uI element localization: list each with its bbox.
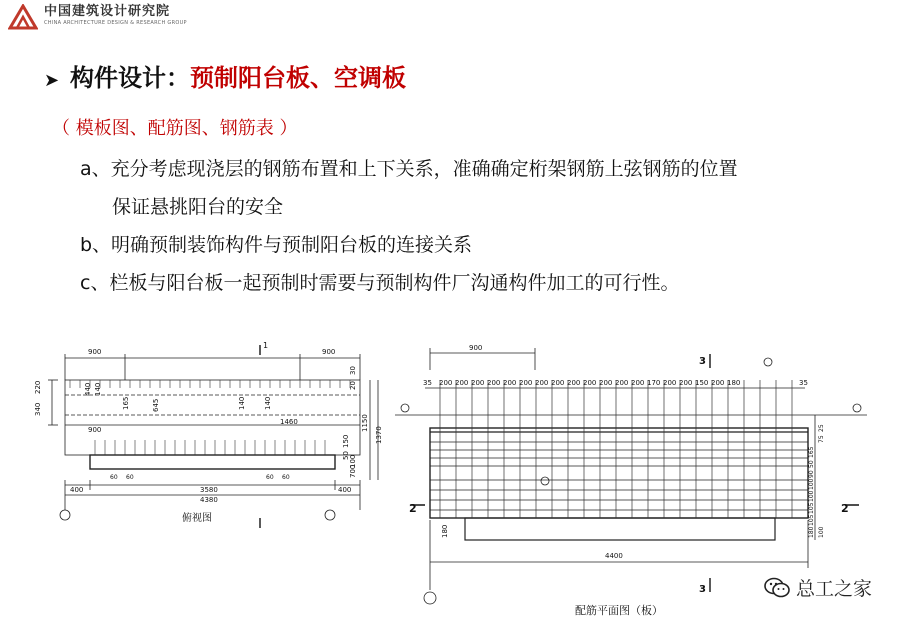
section-3-top: 3 <box>699 356 706 367</box>
spacing-10: 200 <box>567 379 581 387</box>
right-top-dim: 900 <box>469 344 483 352</box>
point-c: c、栏板与阳台板一起预制时需要与预制构件厂沟通构件加工的可行性。 <box>80 272 680 294</box>
inner-dim-1460: 1460 <box>280 418 298 426</box>
spacing-5: 200 <box>487 379 501 387</box>
watermark-text: 总工之家 <box>795 578 872 600</box>
spacing-3: 200 <box>455 379 469 387</box>
inner-dim-900: 900 <box>88 426 102 434</box>
spacing-4: 200 <box>471 379 485 387</box>
left-dim-220: 220 <box>34 380 42 394</box>
title-highlight: 预制阳台板、空调板 <box>190 64 406 92</box>
spacing-2: 200 <box>439 379 453 387</box>
right-dim-1150: 1150 <box>361 414 369 432</box>
section-3-bottom: 3 <box>699 584 706 595</box>
inner-label-1: 440 <box>84 382 92 396</box>
spacing-20: 180 <box>727 379 741 387</box>
spacing-6: 200 <box>503 379 517 387</box>
side-dim-8: 105 <box>808 502 815 514</box>
logo-english-name: CHINA ARCHITECTURE DESIGN & RESEARCH GROUP <box>44 20 187 26</box>
inner-label-5: 140 <box>264 396 272 410</box>
side-dim-1: 25 <box>818 424 825 432</box>
bottom-dim-right: 400 <box>338 486 352 494</box>
left-dim-340: 340 <box>34 402 42 416</box>
bottom-dim-center: 3580 <box>200 486 218 494</box>
bottom-small-1: 60 <box>110 474 118 481</box>
bottom-small-4: 60 <box>282 474 290 481</box>
title-prefix: 构件设计： <box>70 64 190 92</box>
spacing-17: 200 <box>679 379 693 387</box>
right-dim-30: 30 <box>349 366 357 375</box>
section-2-left: 2 <box>409 502 417 515</box>
inner-label-3: 165 <box>122 396 130 410</box>
right-dim-150: 150 <box>342 434 350 448</box>
spacing-9: 200 <box>551 379 565 387</box>
spacing-21: 35 <box>799 379 808 387</box>
spacing-15: 170 <box>647 379 661 387</box>
side-dim-9: 105 <box>808 514 815 526</box>
spacing-8: 200 <box>535 379 549 387</box>
arrow-bullet-icon: ➤ <box>44 70 60 91</box>
point-a-line2: 保证悬挑阳台的安全 <box>112 196 284 218</box>
right-bottom-dim: 4400 <box>605 552 623 560</box>
inner-dim-645: 645 <box>152 398 160 412</box>
right-dim-700: 700 <box>349 464 357 478</box>
section-2-right: 2 <box>841 502 849 515</box>
side-dim-2: 75 <box>818 435 825 443</box>
reinforcement-plan-caption: 配筋平面图（板） <box>575 604 663 617</box>
side-dim-6: 100 <box>808 478 815 490</box>
side-dim-11: 100 <box>818 526 825 538</box>
bottom-small-2: 60 <box>126 474 134 481</box>
company-logo <box>8 4 187 30</box>
bottom-dim-left: 400 <box>70 486 84 494</box>
side-dim-5: 90 <box>808 470 815 478</box>
right-dim-20: 20 <box>349 381 357 390</box>
spacing-1: 35 <box>423 379 432 387</box>
inner-label-2: 140 <box>94 382 102 396</box>
section-mark-label: 1 <box>263 341 269 350</box>
spacing-row <box>423 379 808 387</box>
inner-label-4: 140 <box>238 396 246 410</box>
spacing-7: 200 <box>519 379 533 387</box>
right-dim-1370: 1370 <box>375 426 383 444</box>
wechat-icon <box>764 577 790 599</box>
side-dim-4: 50 <box>808 460 815 468</box>
logo-chinese-name: 中国建筑设计研究院 <box>44 4 171 19</box>
spacing-14: 200 <box>631 379 645 387</box>
right-dim-100: 100 <box>349 454 357 468</box>
spacing-18: 150 <box>695 379 709 387</box>
spacing-12: 200 <box>599 379 613 387</box>
bottom-small-3: 60 <box>266 474 274 481</box>
subtitle: （ 模板图、配筋图、钢筋表 ） <box>52 118 298 139</box>
spacing-13: 200 <box>615 379 629 387</box>
right-dim-50: 50 <box>342 451 350 460</box>
side-dim-10: 180 <box>808 526 815 538</box>
spacing-19: 200 <box>711 379 725 387</box>
top-dim-left: 900 <box>88 348 102 356</box>
side-dim-3: 165 <box>808 446 815 458</box>
point-a-line1: a、充分考虑现浇层的钢筋布置和上下关系，准确确定桁架钢筋上弦钢筋的位置 <box>80 158 738 180</box>
side-dim-7: 100 <box>808 490 815 502</box>
slide-title <box>44 58 406 93</box>
bottom-dim-total: 4380 <box>200 496 218 504</box>
right-small-dim: 180 <box>441 524 449 538</box>
bullet-list <box>80 150 738 302</box>
watermark <box>764 574 872 601</box>
plan-view-drawing <box>30 340 390 535</box>
point-b: b、明确预制装饰构件与预制阳台板的连接关系 <box>80 234 473 256</box>
side-dims <box>808 424 825 538</box>
spacing-11: 200 <box>583 379 597 387</box>
top-dim-right: 900 <box>322 348 336 356</box>
spacing-16: 200 <box>663 379 677 387</box>
plan-view-caption: 俯视图 <box>182 513 212 524</box>
logo-mark-icon <box>8 4 38 30</box>
